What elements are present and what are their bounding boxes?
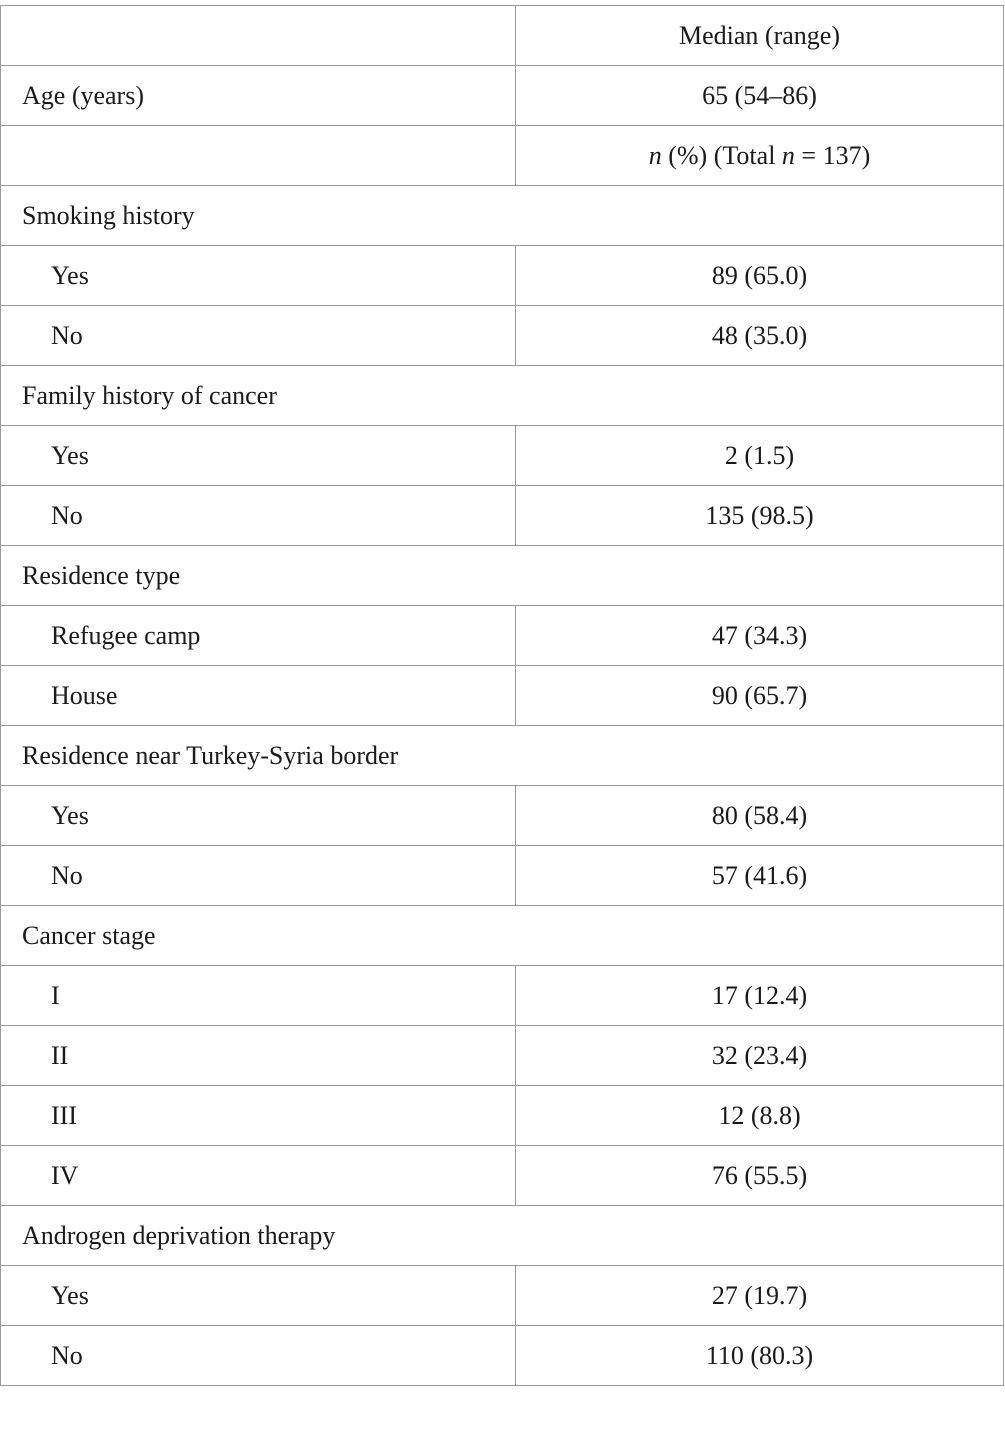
table-row [1, 1086, 1004, 1146]
section-title: Androgen deprivation therapy [1, 1206, 1004, 1266]
table-row [1, 846, 1004, 906]
characteristics-table-container [0, 5, 1004, 1386]
total-text: = 137) [794, 140, 871, 170]
section-title: Cancer stage [1, 906, 1004, 966]
section-header-row [1, 726, 1004, 786]
table-row [1, 426, 1004, 486]
table-row [1, 666, 1004, 726]
table-row [1, 966, 1004, 1026]
row-value: 110 (80.3) [516, 1326, 1004, 1386]
table-row [1, 1326, 1004, 1386]
row-value: 80 (58.4) [516, 786, 1004, 846]
row-label: House [1, 666, 516, 726]
row-label: II [1, 1026, 516, 1086]
n-italic-2: n [781, 140, 795, 170]
row-label: Yes [1, 426, 516, 486]
section-header-row [1, 906, 1004, 966]
n-italic: n [648, 140, 662, 170]
row-label: No [1, 306, 516, 366]
section-title: Family history of cancer [1, 366, 1004, 426]
row-label: Yes [1, 1266, 516, 1326]
row-value: 90 (65.7) [516, 666, 1004, 726]
median-range-header: Median (range) [516, 6, 1004, 66]
row-label: No [1, 1326, 516, 1386]
table-row [1, 306, 1004, 366]
table-row [1, 1266, 1004, 1326]
row-label: I [1, 966, 516, 1026]
row-value: 89 (65.0) [516, 246, 1004, 306]
row-value: 17 (12.4) [516, 966, 1004, 1026]
table-row [1, 786, 1004, 846]
section-title: Residence near Turkey-Syria border [1, 726, 1004, 786]
row-label: No [1, 846, 516, 906]
n-percent-header [516, 126, 1004, 186]
section-header-row [1, 1206, 1004, 1266]
table-row [1, 486, 1004, 546]
age-value: 65 (54–86) [516, 66, 1004, 126]
row-value: 2 (1.5) [516, 426, 1004, 486]
row-value: 32 (23.4) [516, 1026, 1004, 1086]
row-label: IV [1, 1146, 516, 1206]
row-value: 27 (19.7) [516, 1266, 1004, 1326]
n-percent-header-row [1, 126, 1004, 186]
section-header-row [1, 366, 1004, 426]
table-row [1, 606, 1004, 666]
row-value: 76 (55.5) [516, 1146, 1004, 1206]
header-label-cell [1, 6, 516, 66]
row-label: Refugee camp [1, 606, 516, 666]
row-value: 48 (35.0) [516, 306, 1004, 366]
row-value: 135 (98.5) [516, 486, 1004, 546]
section-header-row [1, 546, 1004, 606]
row-value: 12 (8.8) [516, 1086, 1004, 1146]
table-body [1, 6, 1004, 1386]
table-row [1, 246, 1004, 306]
row-label: Yes [1, 246, 516, 306]
pct-text: (%) (Total [661, 140, 782, 170]
row-label: Yes [1, 786, 516, 846]
table-row [1, 1026, 1004, 1086]
section-title: Smoking history [1, 186, 1004, 246]
row-value: 47 (34.3) [516, 606, 1004, 666]
row-value: 57 (41.6) [516, 846, 1004, 906]
age-label: Age (years) [1, 66, 516, 126]
section-title: Residence type [1, 546, 1004, 606]
row-label: No [1, 486, 516, 546]
row-label: III [1, 1086, 516, 1146]
age-row [1, 66, 1004, 126]
section-header-row [1, 186, 1004, 246]
table-row [1, 1146, 1004, 1206]
patient-characteristics-table [0, 5, 1004, 1386]
header-row [1, 6, 1004, 66]
n-header-label-cell [1, 126, 516, 186]
